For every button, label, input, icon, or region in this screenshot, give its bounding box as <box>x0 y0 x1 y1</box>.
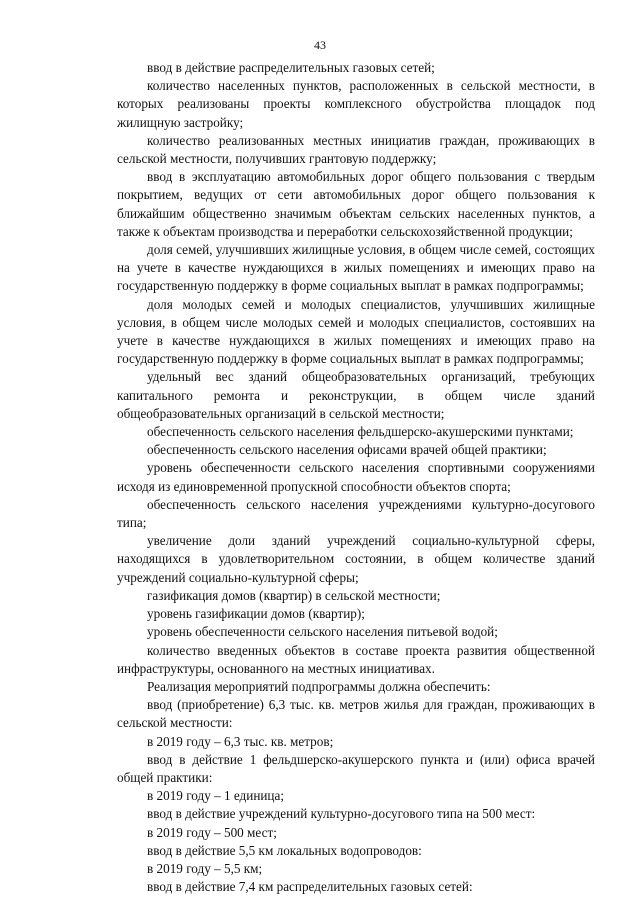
paragraph: обеспеченность сельского населения фельдшерско-акушерскими пунктами; <box>147 424 574 440</box>
paragraph: ввод в действие 7,4 км распределительных газовых сетей: <box>147 879 473 895</box>
body-text <box>117 59 595 896</box>
paragraph: обеспеченность сельского населения учреждениями культурно-досугового типа; <box>117 496 595 531</box>
paragraph: в 2019 году – 6,3 тыс. кв. метров; <box>147 733 334 749</box>
paragraph: количество реализованных местных инициатив граждан, проживающих в сельской местности, получивших грантовую поддержку; <box>117 132 595 167</box>
paragraph: ввод в эксплуатацию автомобильных дорог общего пользования с твердым покрытием, ведущих от сети автомобильных дорог общего пользования к ближайшим общественно значимым объектам сельских населенных пунктов, а также к объектам производства и переработки сельскохозяйственной продукции; <box>117 169 595 239</box>
paragraph: Реализация мероприятий подпрограммы должна обеспечить: <box>147 678 491 694</box>
paragraph: в 2019 году – 5,5 км; <box>147 860 263 876</box>
paragraph: ввод (приобретение) 6,3 тыс. кв. метров жилья для граждан, проживающих в сельской местности: <box>117 697 595 731</box>
paragraph: доля семей, улучшивших жилищные условия, в общем числе семей, состоящих на учете в качестве нуждающихся в жилых помещениях и имеющих право на государственную поддержку в форме социальных выплат в рамках подпрограммы; <box>117 242 595 294</box>
paragraph: обеспеченность сельского населения офисами врачей общей практики; <box>147 442 547 458</box>
paragraph: ввод в действие учреждений культурно-досугового типа на 500 мест: <box>147 806 536 822</box>
paragraph: количество введенных объектов в составе проекта развития общественной инфраструктуры, основанного на местных инициативах. <box>117 642 595 676</box>
paragraph: ввод в действие распределительных газовых сетей; <box>147 60 435 75</box>
paragraph: ввод в действие 1 фельдшерско-акушерского пункта и (или) офиса врачей общей практики: <box>117 751 595 785</box>
paragraph: доля молодых семей и молодых специалистов, улучшивших жилищные условия, в общем числе молодых семей и молодых специалистов, состоявших на учете в качестве нуждающихся в жилых помещениях и имеющих право на государственную поддержку в форме социальных выплат в рамках подпрограммы; <box>117 296 595 367</box>
paragraph: удельный вес зданий общеобразовательных организаций, требующих капитального ремонта и реконструкции, в общем числе зданий общеобразовательных организаций в сельской местности; <box>117 369 595 421</box>
page-number: 43 <box>314 38 326 52</box>
paragraph: уровень обеспеченности сельского населения спортивными сооружениями исходя из единовременной пропускной способности объектов спорта; <box>117 460 595 494</box>
paragraph: газификация домов (квартир) в сельской местности; <box>147 587 441 603</box>
paragraph: в 2019 году – 500 мест; <box>147 824 277 840</box>
paragraph: увеличение доли зданий учреждений социально-культурной сферы, находящихся в удовлетворительном состоянии, в общем количестве зданий учреждений социально-культурной сферы; <box>117 533 595 585</box>
paragraph: уровень газификации домов (квартир); <box>147 606 365 622</box>
paragraph: уровень обеспеченности сельского населения питьевой водой; <box>147 624 498 640</box>
paragraph: в 2019 году – 1 единица; <box>147 788 285 804</box>
paragraph: ввод в действие 5,5 км локальных водопроводов: <box>147 842 422 858</box>
paragraph: количество населенных пунктов, расположенных в сельской местности, в которых реализованы проекты комплексного обустройства площадок под жилищную застройку; <box>117 78 595 130</box>
